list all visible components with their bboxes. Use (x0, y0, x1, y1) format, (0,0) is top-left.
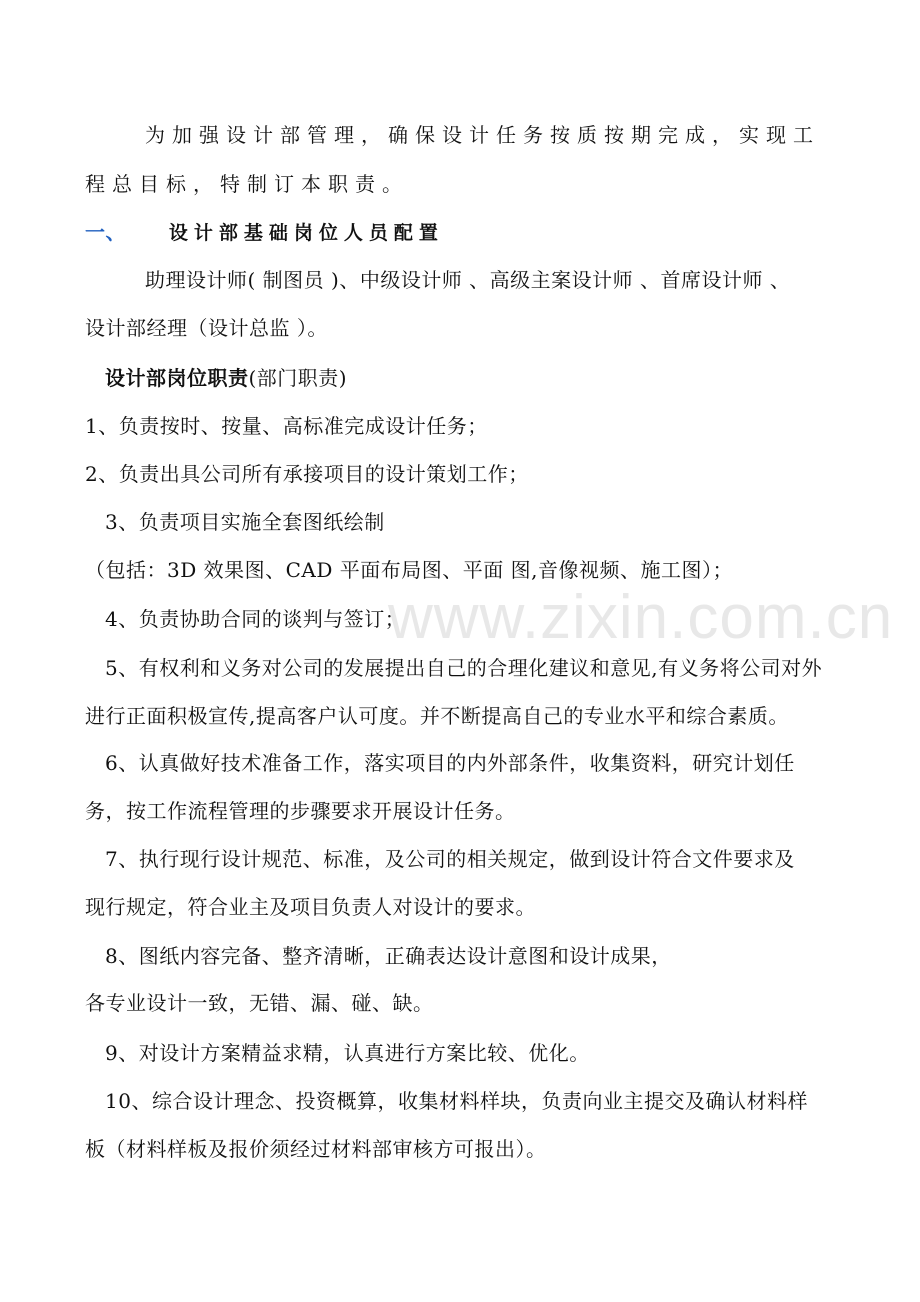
intro-line-2: 程总目标，特制订本职责。 (85, 172, 409, 196)
section-1-number: 一、 (85, 220, 126, 244)
duty-item: 各专业设计一致，无错、漏、碰、缺。 (85, 991, 434, 1015)
section-1-body-line-2: 设计部经理（设计总监 ）。 (85, 316, 328, 340)
duty-item: 5、有权利和义务对公司的发展提出自己的合理化建议和意见,有义务将公司对外 (105, 656, 823, 680)
duty-item: 6、认真做好技术准备工作，落实项目的内外部条件，收集资料，研究计划任 (105, 751, 795, 775)
section-1-title: 设计部基础岗位人员配置 (168, 222, 444, 244)
duty-item: 4、负责协助合同的谈判与签订； (105, 607, 406, 631)
duty-item: 3、负责项目实施全套图纸绘制 (105, 510, 385, 534)
duty-item: （包括：3D 效果图、CAD 平面布局图、平面 图,音像视频、施工图）； (85, 558, 733, 582)
duty-item: 现行规定，符合业主及项目负责人对设计的要求。 (85, 895, 536, 919)
duties-title: 设计部岗位职责 (105, 366, 249, 390)
section-1-body-line-1: 助理设计师( 制图员 )、中级设计师 、高级主案设计师 、首席设计师 、 (145, 268, 791, 292)
duty-item: 1、负责按时、按量、高标准完成设计任务； (85, 414, 488, 438)
duty-item: 板（材料样板及报价须经过材料部审核方可报出）。 (85, 1137, 547, 1161)
duties-title-suffix: (部门职责) (248, 366, 348, 390)
duty-item: 7、执行现行设计规范、标准，及公司的相关规定，做到设计符合文件要求及 (105, 847, 795, 871)
duty-item: 2、负责出具公司所有承接项目的设计策划工作； (85, 462, 529, 486)
duty-item: 8、图纸内容完备、整齐清晰，正确表达设计意图和设计成果， (105, 944, 672, 968)
intro-line-1: 为加强设计部管理，确保设计任务按质按期完成，实现工 (145, 123, 820, 147)
duty-item: 进行正面积极宣传,提高客户认可度。并不断提高自己的专业水平和综合素质。 (85, 704, 789, 728)
duties-heading (105, 364, 347, 392)
duty-item: 10、综合设计理念、投资概算，收集材料样块，负责向业主提交及确认材料样 (105, 1089, 808, 1113)
watermark: www.zixin.com.cn (388, 583, 894, 652)
section-1-heading (85, 218, 444, 247)
duty-item: 9、对设计方案精益求精，认真进行方案比较、优化。 (105, 1041, 590, 1065)
duty-item: 务，按工作流程管理的步骤要求开展设计任务。 (85, 799, 516, 823)
